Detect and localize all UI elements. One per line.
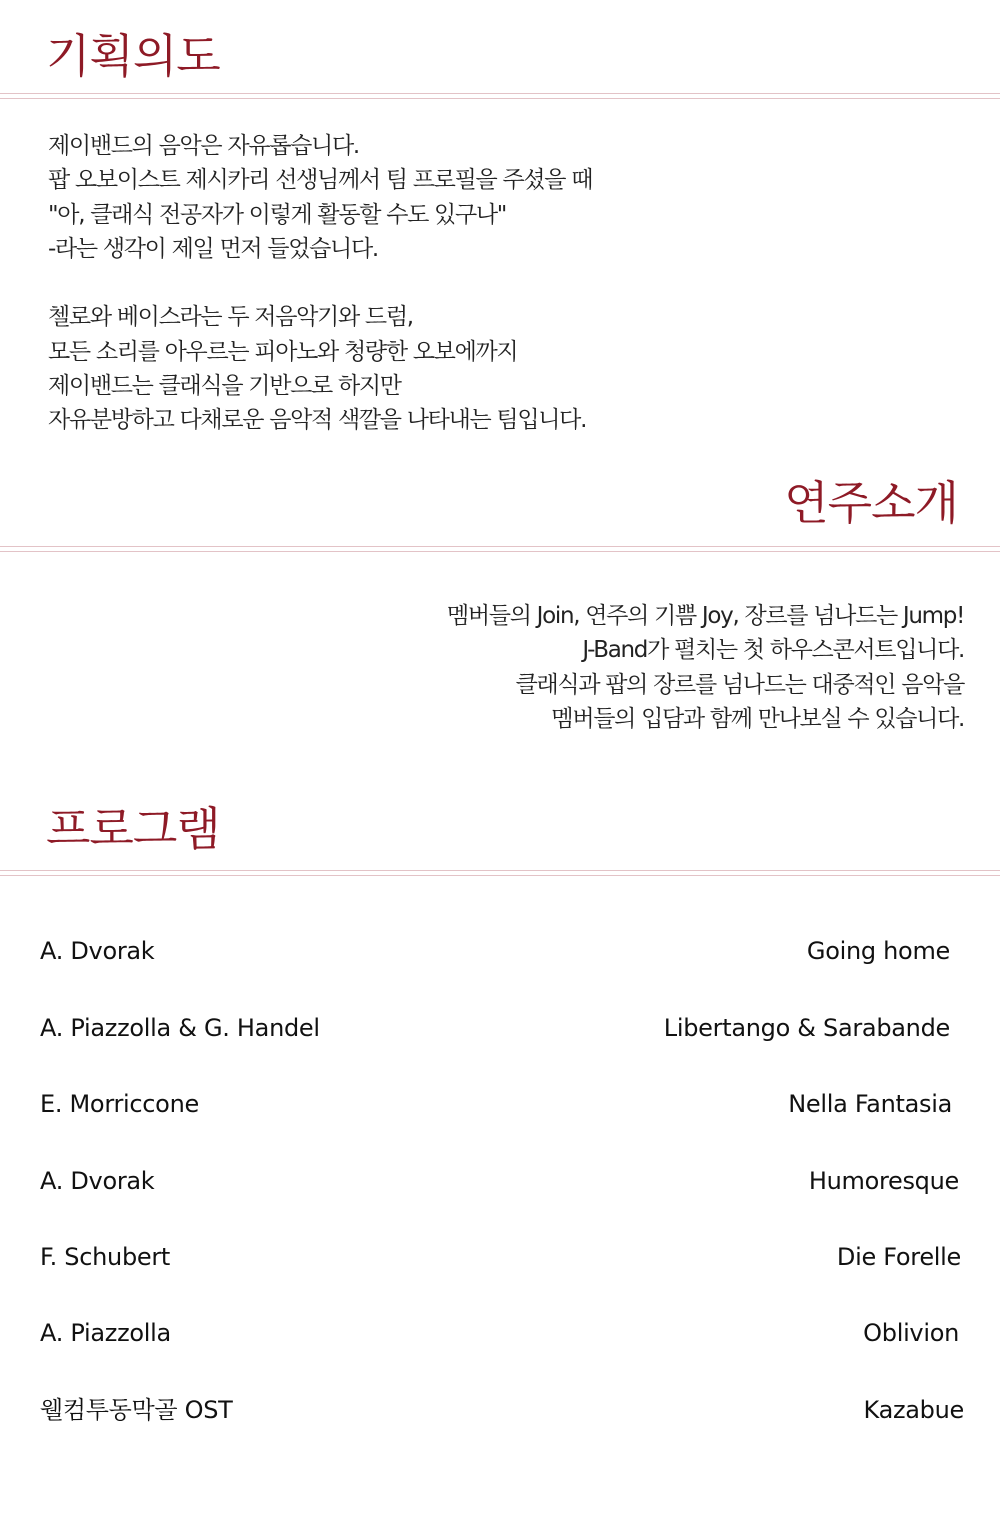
intent-line: 팝 오보이스트 제시카리 선생님께서 팀 프로필을 주셨을 때 <box>48 167 593 194</box>
program-composer: F. Schubert <box>40 1243 171 1271</box>
section-title-performance: 연주소개 <box>784 476 958 530</box>
performance-line: 멤버들의 입담과 함께 만나보실 수 있습니다. <box>551 705 964 732</box>
section-title-intent: 기획의도 <box>46 29 220 83</box>
program-composer: A. Piazzolla <box>40 1319 171 1347</box>
program-piece: Humoresque <box>808 1167 959 1195</box>
program-composer: A. Piazzolla & G. Handel <box>40 1014 320 1042</box>
program-item <box>40 1316 964 1350</box>
program-item <box>40 1240 964 1274</box>
section-title-program: 프로그램 <box>46 802 220 856</box>
program-piece: Die Forelle <box>836 1243 961 1271</box>
performance-line: 클래식과 팝의 장르를 넘나드는 대중적인 음악을 <box>515 671 964 698</box>
intent-line: 제이밴드는 클래식을 기반으로 하지만 <box>48 373 401 400</box>
program-item <box>40 1011 964 1045</box>
program-composer: A. Dvorak <box>40 937 155 965</box>
program-composer: E. Morriccone <box>40 1090 199 1118</box>
intent-line: 모든 소리를 아우르는 피아노와 청량한 오보에까지 <box>48 338 518 365</box>
program-piece: Oblivion <box>863 1319 959 1347</box>
program-composer: A. Dvorak <box>40 1167 155 1195</box>
program-item <box>40 1393 964 1427</box>
intent-line: 첼로와 베이스라는 두 저음악기와 드럼, <box>48 304 413 331</box>
intent-line: "아, 클래식 전공자가 이렇게 활동할 수도 있구나" <box>48 201 507 228</box>
program-item <box>40 1087 964 1121</box>
intent-line: 자유분방하고 다채로운 음악적 색깔을 나타내는 팀입니다. <box>48 407 587 434</box>
section-divider-intent <box>0 93 1000 99</box>
program-piece: Going home <box>806 937 950 965</box>
performance-paragraph <box>447 599 964 736</box>
intent-line: 제이밴드의 음악은 자유롭습니다. <box>48 133 359 159</box>
performance-line: 멤버들의 Join, 연주의 기쁨 Joy, 장르를 넘나드는 Jump! <box>446 603 964 629</box>
performance-line: J-Band가 펼치는 첫 하우스콘서트입니다. <box>582 637 964 664</box>
section-divider-program <box>0 870 1000 876</box>
intent-paragraph <box>48 129 592 438</box>
section-divider-performance <box>0 546 1000 552</box>
program-piece: Libertango & Sarabande <box>663 1014 950 1042</box>
program-piece: Nella Fantasia <box>788 1090 952 1118</box>
program-item <box>40 934 964 968</box>
program-piece: Kazabue <box>863 1396 964 1424</box>
program-item <box>40 1164 964 1198</box>
program-composer: 웰컴투동막골 OST <box>40 1396 233 1424</box>
intent-line-blank <box>48 266 592 300</box>
intent-line: -라는 생각이 제일 먼저 들었습니다. <box>48 235 378 262</box>
